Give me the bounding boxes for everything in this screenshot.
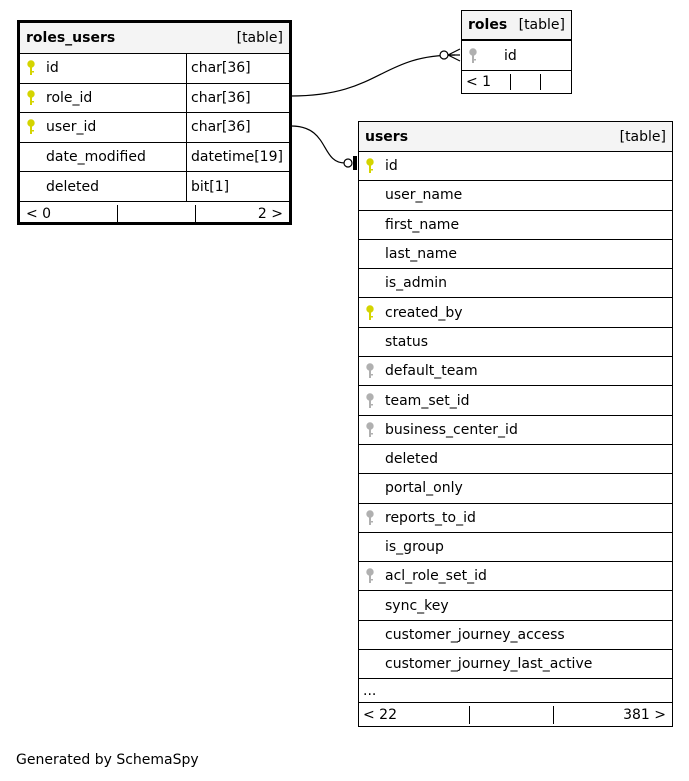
key-icon bbox=[26, 60, 36, 76]
table-name: roles bbox=[468, 17, 508, 33]
footer-divider bbox=[469, 706, 470, 724]
column-row-id[interactable] bbox=[462, 41, 571, 71]
column-row-portal-only[interactable] bbox=[359, 474, 672, 503]
column-row-deleted[interactable] bbox=[20, 172, 289, 202]
table-header bbox=[20, 23, 289, 54]
key-icon bbox=[26, 119, 36, 135]
column-name: portal_only bbox=[385, 480, 463, 497]
column-row-deleted[interactable] bbox=[359, 445, 672, 474]
column-name: role_id bbox=[46, 89, 93, 106]
table-roles[interactable] bbox=[461, 10, 572, 94]
column-name: first_name bbox=[385, 216, 460, 233]
column-row-reports-to-id[interactable] bbox=[359, 504, 672, 533]
footer-divider bbox=[553, 706, 554, 724]
key-icon bbox=[365, 363, 375, 379]
children-count[interactable]: 2 > bbox=[257, 205, 283, 222]
column-name: date_modified bbox=[46, 149, 146, 166]
column-name: team_set_id bbox=[385, 392, 470, 409]
edge-roles-users-to-roles bbox=[291, 55, 455, 96]
table-header bbox=[462, 11, 571, 41]
edge-roles-users-to-users bbox=[291, 126, 345, 163]
column-row-user-name[interactable] bbox=[359, 181, 672, 210]
column-name: id bbox=[46, 60, 59, 77]
column-name: user_name bbox=[385, 187, 463, 204]
column-name: customer_journey_last_active bbox=[385, 656, 593, 673]
column-row-acl-role-set-id[interactable] bbox=[359, 562, 672, 591]
table-name: users bbox=[365, 128, 409, 145]
children-count[interactable]: 381 > bbox=[623, 707, 666, 724]
column-name: is_admin bbox=[385, 275, 448, 292]
column-name: sync_key bbox=[385, 597, 449, 614]
column-row-user-id[interactable] bbox=[20, 113, 289, 143]
key-icon bbox=[26, 90, 36, 106]
key-icon bbox=[365, 510, 375, 526]
column-row-last-name[interactable] bbox=[359, 240, 672, 269]
column-row-role-id[interactable] bbox=[20, 84, 289, 114]
key-icon bbox=[365, 158, 375, 174]
column-type: datetime[19] bbox=[186, 143, 289, 172]
edge-users-optional-marker bbox=[344, 159, 352, 167]
column-name: last_name bbox=[385, 246, 457, 263]
parents-count[interactable]: < 1 bbox=[466, 74, 492, 90]
table-kind: [table] bbox=[236, 30, 283, 46]
column-name: status bbox=[385, 333, 429, 350]
column-type: char[36] bbox=[186, 84, 289, 113]
footer-divider bbox=[195, 205, 196, 223]
column-name: customer_journey_access bbox=[385, 626, 565, 643]
column-row-id[interactable] bbox=[359, 152, 672, 181]
table-users[interactable] bbox=[358, 121, 673, 727]
footer-divider bbox=[117, 205, 118, 223]
edge-roles-crowfoot bbox=[448, 49, 460, 61]
table-footer bbox=[20, 202, 289, 226]
key-icon bbox=[365, 393, 375, 409]
table-footer bbox=[359, 703, 672, 727]
column-row-created-by[interactable] bbox=[359, 298, 672, 327]
column-row-first-name[interactable] bbox=[359, 211, 672, 240]
column-name: user_id bbox=[46, 119, 97, 136]
generated-by-caption: Generated by SchemaSpy bbox=[16, 752, 199, 768]
column-name: is_group bbox=[385, 539, 444, 555]
column-row-id[interactable] bbox=[20, 54, 289, 84]
footer-divider bbox=[510, 74, 511, 90]
table-name: roles_users bbox=[26, 30, 116, 46]
column-row-sync-key[interactable] bbox=[359, 591, 672, 620]
more-columns: ... bbox=[359, 679, 672, 703]
table-kind: [table] bbox=[518, 17, 565, 33]
column-name: deleted bbox=[46, 178, 99, 195]
column-row-business-center-id[interactable] bbox=[359, 416, 672, 445]
parents-count[interactable]: < 0 bbox=[26, 205, 52, 222]
column-type: char[36] bbox=[186, 54, 289, 83]
edge-roles-optional-marker bbox=[440, 51, 448, 59]
table-kind: [table] bbox=[619, 128, 666, 145]
column-name: reports_to_id bbox=[385, 509, 476, 526]
column-name: default_team bbox=[385, 363, 478, 380]
key-icon bbox=[468, 48, 478, 64]
column-name: id bbox=[385, 158, 398, 175]
table-header bbox=[359, 122, 672, 152]
column-row-is-group[interactable] bbox=[359, 533, 672, 562]
column-name: deleted bbox=[385, 451, 438, 468]
key-icon bbox=[365, 422, 375, 438]
column-name: business_center_id bbox=[385, 421, 518, 438]
key-icon bbox=[365, 568, 375, 584]
column-name: id bbox=[504, 47, 517, 64]
key-icon bbox=[365, 305, 375, 321]
column-type: char[36] bbox=[186, 113, 289, 142]
column-row-customer-journey-access[interactable] bbox=[359, 621, 672, 650]
column-row-team-set-id[interactable] bbox=[359, 386, 672, 415]
column-row-status[interactable] bbox=[359, 328, 672, 357]
table-footer bbox=[462, 71, 571, 93]
column-row-customer-journey-last-active[interactable] bbox=[359, 650, 672, 679]
edge-users-one-marker bbox=[354, 156, 356, 170]
footer-divider bbox=[540, 74, 541, 90]
column-row-is-admin[interactable] bbox=[359, 269, 672, 298]
column-name: acl_role_set_id bbox=[385, 568, 487, 585]
column-row-default-team[interactable] bbox=[359, 357, 672, 386]
column-name: created_by bbox=[385, 304, 463, 321]
parents-count[interactable]: < 22 bbox=[363, 707, 397, 724]
table-roles-users[interactable] bbox=[17, 20, 292, 225]
column-type: bit[1] bbox=[186, 172, 289, 201]
column-row-date-modified[interactable] bbox=[20, 143, 289, 173]
